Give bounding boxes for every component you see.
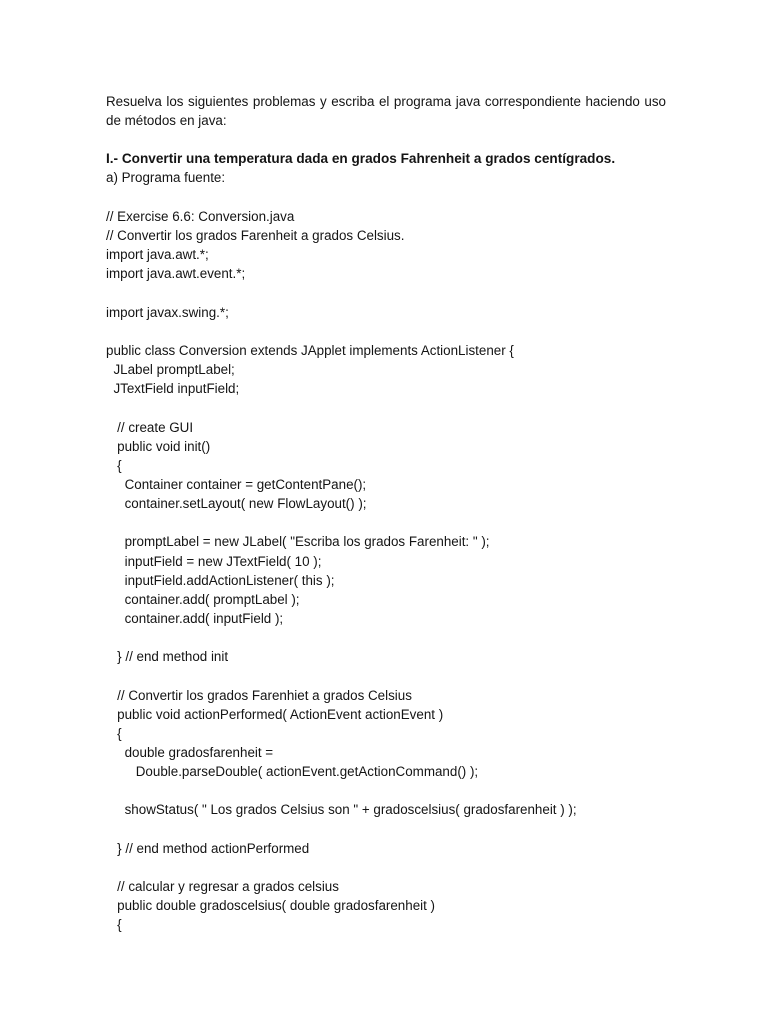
code-line: // calcular y regresar a grados celsius: [106, 878, 339, 894]
code-line: [106, 322, 706, 341]
code-line: Double.parseDouble( actionEvent.getActionCommand() );: [106, 764, 479, 780]
code-line: JTextField inputField;: [106, 381, 240, 397]
code-line: public double gradoscelsius( double gradosfarenheit ): [106, 898, 436, 914]
code-line: // Exercise 6.6: Conversion.java: [106, 209, 295, 224]
code-line: } // end method init: [106, 649, 229, 665]
code-line: {: [106, 917, 122, 933]
code-line: container.setLayout( new FlowLayout() );: [106, 496, 367, 512]
code-line: public void actionPerformed( ActionEvent actionEvent ): [106, 706, 444, 722]
code-line: inputField.addActionListener( this );: [106, 572, 335, 588]
code-line: {: [106, 725, 122, 741]
source-subheading: a) Programa fuente:: [106, 170, 226, 185]
intro-paragraph: Resuelva los siguientes problemas y escriba el programa java correspondiente haciendo uso de métodos en java:: [106, 94, 666, 128]
code-line: [106, 398, 706, 417]
code-line: Container container = getContentPane();: [106, 476, 367, 492]
code-line: promptLabel = new JLabel( "Escriba los grados Farenheit: " );: [106, 534, 490, 550]
code-line: import java.awt.event.*;: [106, 266, 246, 282]
problem-heading: I.- Convertir una temperatura dada en grados Fahrenheit a grados centígrados.: [106, 151, 616, 166]
code-line: } // end method actionPerformed: [106, 840, 310, 856]
code-listing: [106, 207, 706, 934]
code-line: [106, 628, 706, 647]
code-line: import javax.swing.*;: [106, 304, 229, 320]
code-line: showStatus( " Los grados Celsius son " + gradoscelsius( gradosfarenheit ) );: [106, 802, 577, 818]
code-line: [106, 781, 706, 800]
code-line: [106, 858, 706, 877]
code-line: [106, 666, 706, 685]
code-line: JLabel promptLabel;: [106, 362, 235, 378]
code-line: // Convertir los grados Farenhiet a grados Celsius: [106, 687, 412, 703]
code-line: public class Conversion extends JApplet implements ActionListener {: [106, 342, 514, 358]
code-line: [106, 513, 706, 532]
code-line: [106, 820, 706, 839]
code-line: // create GUI: [106, 419, 194, 435]
code-line: double gradosfarenheit =: [106, 744, 274, 760]
code-line: [106, 284, 706, 303]
code-line: inputField = new JTextField( 10 );: [106, 553, 322, 569]
code-line: import java.awt.*;: [106, 247, 209, 263]
code-line: public void init(): [106, 438, 211, 454]
code-line: // Convertir los grados Farenheit a grados Celsius.: [106, 228, 405, 244]
code-line: {: [106, 457, 122, 473]
code-line: container.add( inputField );: [106, 610, 284, 626]
code-line: container.add( promptLabel );: [106, 591, 300, 607]
